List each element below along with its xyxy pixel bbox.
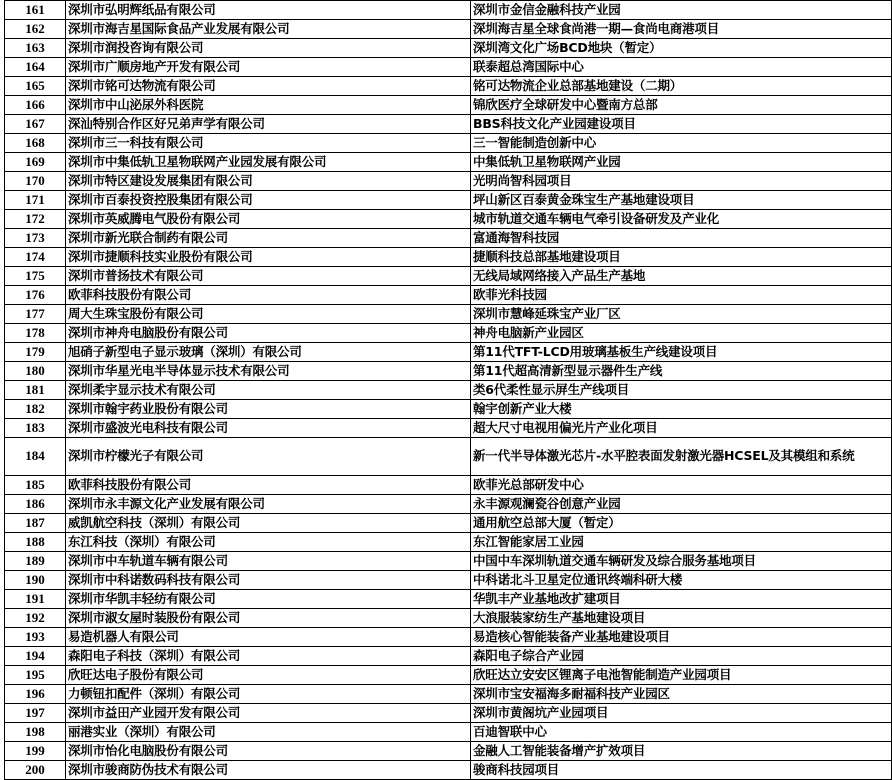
row-index: 185 xyxy=(5,476,66,495)
row-company-name: 深汕特别合作区好兄弟声学有限公司 xyxy=(66,115,471,134)
row-company-name: 威凯航空科技（深圳）有限公司 xyxy=(66,514,471,533)
row-index: 199 xyxy=(5,742,66,761)
row-company-name: 深圳市普扬技术有限公司 xyxy=(66,267,471,286)
row-index: 195 xyxy=(5,666,66,685)
row-project-name: 深圳湾文化广场BCD地块（暂定） xyxy=(471,39,892,58)
row-index: 197 xyxy=(5,704,66,723)
table-row xyxy=(5,514,892,533)
table-row xyxy=(5,362,892,381)
row-company-name: 深圳市英威腾电气股份有限公司 xyxy=(66,210,471,229)
row-index: 186 xyxy=(5,495,66,514)
row-index: 165 xyxy=(5,77,66,96)
row-project-name: 三一智能制造创新中心 xyxy=(471,134,892,153)
row-project-name: 深圳市慧峰延珠宝产业厂区 xyxy=(471,305,892,324)
table-row xyxy=(5,134,892,153)
row-company-name: 深圳市弘明辉纸品有限公司 xyxy=(66,1,471,20)
table-row xyxy=(5,248,892,267)
row-project-name: 深圳海吉星全球食尚港一期—食尚电商港项目 xyxy=(471,20,892,39)
row-index: 194 xyxy=(5,647,66,666)
row-company-name: 深圳柔宇显示技术有限公司 xyxy=(66,381,471,400)
row-project-name: 中科诺北斗卫星定位通讯终端科研大楼 xyxy=(471,571,892,590)
row-company-name: 深圳市翰宇药业股份有限公司 xyxy=(66,400,471,419)
row-index: 188 xyxy=(5,533,66,552)
row-company-name: 深圳市新光联合制药有限公司 xyxy=(66,229,471,248)
row-index: 170 xyxy=(5,172,66,191)
row-project-name: 富通海智科技园 xyxy=(471,229,892,248)
table-row xyxy=(5,400,892,419)
row-project-name: 类6代柔性显示屏生产线项目 xyxy=(471,381,892,400)
table-row xyxy=(5,20,892,39)
row-project-name: 第11代TFT-LCD用玻璃基板生产线建设项目 xyxy=(471,343,892,362)
table-row xyxy=(5,77,892,96)
row-company-name: 深圳市中山泌尿外科医院 xyxy=(66,96,471,115)
table-row xyxy=(5,761,892,780)
row-project-name: 神舟电脑新产业园区 xyxy=(471,324,892,343)
row-company-name: 欧菲科技股份有限公司 xyxy=(66,476,471,495)
row-company-name: 深圳市铭可达物流有限公司 xyxy=(66,77,471,96)
row-company-name: 易造机器人有限公司 xyxy=(66,628,471,647)
table-row xyxy=(5,476,892,495)
row-index: 179 xyxy=(5,343,66,362)
table-row xyxy=(5,685,892,704)
row-company-name: 深圳市特区建设发展集团有限公司 xyxy=(66,172,471,191)
row-company-name: 深圳市三一科技有限公司 xyxy=(66,134,471,153)
row-project-name: 城市轨道交通车辆电气牵引设备研发及产业化 xyxy=(471,210,892,229)
row-index: 196 xyxy=(5,685,66,704)
row-index: 174 xyxy=(5,248,66,267)
row-company-name: 旭硝子新型电子显示玻璃（深圳）有限公司 xyxy=(66,343,471,362)
row-index: 189 xyxy=(5,552,66,571)
row-index: 168 xyxy=(5,134,66,153)
table-row xyxy=(5,590,892,609)
row-company-name: 深圳市海吉星国际食品产业发展有限公司 xyxy=(66,20,471,39)
row-company-name: 深圳市中集低轨卫星物联网产业园发展有限公司 xyxy=(66,153,471,172)
table-row xyxy=(5,96,892,115)
row-company-name: 森阳电子科技（深圳）有限公司 xyxy=(66,647,471,666)
row-company-name: 欣旺达电子股份有限公司 xyxy=(66,666,471,685)
row-project-name: 大浪服装家纺生产基地建设项目 xyxy=(471,609,892,628)
table-row xyxy=(5,305,892,324)
enterprise-project-table xyxy=(4,0,892,780)
table-row xyxy=(5,286,892,305)
row-company-name: 深圳市百泰投资控股集团有限公司 xyxy=(66,191,471,210)
row-index: 166 xyxy=(5,96,66,115)
row-index: 180 xyxy=(5,362,66,381)
row-company-name: 深圳市神舟电脑股份有限公司 xyxy=(66,324,471,343)
row-index: 176 xyxy=(5,286,66,305)
row-company-name: 深圳市中科诺数码科技有限公司 xyxy=(66,571,471,590)
row-company-name: 周大生珠宝股份有限公司 xyxy=(66,305,471,324)
row-index: 184 xyxy=(5,438,66,476)
row-project-name: 坪山新区百泰黄金珠宝生产基地建设项目 xyxy=(471,191,892,210)
row-project-name: 翰宇创新产业大楼 xyxy=(471,400,892,419)
table-row xyxy=(5,533,892,552)
row-project-name: 新一代半导体激光芯片-水平腔表面发射激光器HCSEL及其模组和系统 xyxy=(471,438,892,476)
table-row xyxy=(5,571,892,590)
table-row xyxy=(5,419,892,438)
table-row xyxy=(5,324,892,343)
row-index: 163 xyxy=(5,39,66,58)
row-company-name: 深圳市捷顺科技实业股份有限公司 xyxy=(66,248,471,267)
row-index: 181 xyxy=(5,381,66,400)
row-project-name: 欧菲光总部研发中心 xyxy=(471,476,892,495)
row-index: 193 xyxy=(5,628,66,647)
row-index: 175 xyxy=(5,267,66,286)
table-body xyxy=(5,1,892,780)
row-index: 172 xyxy=(5,210,66,229)
table-row xyxy=(5,1,892,20)
row-index: 178 xyxy=(5,324,66,343)
row-index: 187 xyxy=(5,514,66,533)
row-company-name: 深圳市益田产业园开发有限公司 xyxy=(66,704,471,723)
row-project-name: 通用航空总部大厦（暂定） xyxy=(471,514,892,533)
row-company-name: 深圳市中车轨道车辆有限公司 xyxy=(66,552,471,571)
row-company-name: 深圳市骏商防伪技术有限公司 xyxy=(66,761,471,780)
table-row xyxy=(5,39,892,58)
table-row xyxy=(5,628,892,647)
row-index: 198 xyxy=(5,723,66,742)
row-project-name: 铭可达物流企业总部基地建设（二期） xyxy=(471,77,892,96)
row-company-name: 深圳市华凯丰轻纺有限公司 xyxy=(66,590,471,609)
row-company-name: 深圳市华星光电半导体显示技术有限公司 xyxy=(66,362,471,381)
table-row xyxy=(5,609,892,628)
row-project-name: 深圳市金信金融科技产业园 xyxy=(471,1,892,20)
row-project-name: 无线局域网络接入产品生产基地 xyxy=(471,267,892,286)
row-company-name: 东江科技（深圳）有限公司 xyxy=(66,533,471,552)
row-index: 192 xyxy=(5,609,66,628)
table-row xyxy=(5,723,892,742)
row-company-name: 深圳市盛波光电科技有限公司 xyxy=(66,419,471,438)
table-row xyxy=(5,172,892,191)
table-row xyxy=(5,647,892,666)
row-index: 164 xyxy=(5,58,66,77)
table-row xyxy=(5,438,892,476)
row-project-name: 中集低轨卫星物联网产业园 xyxy=(471,153,892,172)
row-project-name: 骏商科技园项目 xyxy=(471,761,892,780)
row-company-name: 深圳市柠檬光子有限公司 xyxy=(66,438,471,476)
table-row xyxy=(5,343,892,362)
table-row xyxy=(5,267,892,286)
row-project-name: 欣旺达立安安区锂离子电池智能制造产业园项目 xyxy=(471,666,892,685)
row-project-name: 深圳市宝安福海多耐福科技产业园区 xyxy=(471,685,892,704)
row-company-name: 深圳市润投咨询有限公司 xyxy=(66,39,471,58)
row-project-name: 金融人工智能装备增产扩效项目 xyxy=(471,742,892,761)
row-project-name: 易造核心智能装备产业基地建设项目 xyxy=(471,628,892,647)
row-project-name: 东江智能家居工业园 xyxy=(471,533,892,552)
row-index: 200 xyxy=(5,761,66,780)
table-row xyxy=(5,210,892,229)
row-company-name: 深圳市广顺房地产开发有限公司 xyxy=(66,58,471,77)
table-row xyxy=(5,153,892,172)
row-company-name: 丽港实业（深圳）有限公司 xyxy=(66,723,471,742)
row-project-name: 森阳电子综合产业园 xyxy=(471,647,892,666)
table-row xyxy=(5,58,892,77)
row-index: 177 xyxy=(5,305,66,324)
row-index: 171 xyxy=(5,191,66,210)
row-project-name: 光明尚智科园项目 xyxy=(471,172,892,191)
row-index: 191 xyxy=(5,590,66,609)
row-company-name: 深圳市怡化电脑股份有限公司 xyxy=(66,742,471,761)
row-project-name: 百迪智联中心 xyxy=(471,723,892,742)
row-project-name: 华凯丰产业基地改扩建项目 xyxy=(471,590,892,609)
row-company-name: 深圳市永丰源文化产业发展有限公司 xyxy=(66,495,471,514)
table-row xyxy=(5,495,892,514)
row-project-name: 永丰源观澜瓷谷创意产业园 xyxy=(471,495,892,514)
table-row xyxy=(5,742,892,761)
row-project-name: 捷顺科技总部基地建设项目 xyxy=(471,248,892,267)
table-row xyxy=(5,666,892,685)
table-row xyxy=(5,115,892,134)
row-company-name: 深圳市淑女屋时装股份有限公司 xyxy=(66,609,471,628)
row-index: 183 xyxy=(5,419,66,438)
table-row xyxy=(5,229,892,248)
row-company-name: 力顿钮扣配件（深圳）有限公司 xyxy=(66,685,471,704)
row-index: 167 xyxy=(5,115,66,134)
table-row xyxy=(5,381,892,400)
row-project-name: 第11代超高清新型显示器件生产线 xyxy=(471,362,892,381)
row-index: 173 xyxy=(5,229,66,248)
row-project-name: 深圳市黄阁坑产业园项目 xyxy=(471,704,892,723)
row-project-name: BBS科技文化产业园建设项目 xyxy=(471,115,892,134)
table-row xyxy=(5,552,892,571)
row-project-name: 欧菲光科技园 xyxy=(471,286,892,305)
row-company-name: 欧菲科技股份有限公司 xyxy=(66,286,471,305)
row-project-name: 超大尺寸电视用偏光片产业化项目 xyxy=(471,419,892,438)
row-index: 169 xyxy=(5,153,66,172)
row-index: 161 xyxy=(5,1,66,20)
table-row xyxy=(5,704,892,723)
row-project-name: 锦欣医疗全球研发中心暨南方总部 xyxy=(471,96,892,115)
row-index: 162 xyxy=(5,20,66,39)
row-index: 190 xyxy=(5,571,66,590)
table-row xyxy=(5,191,892,210)
row-project-name: 联泰超总湾国际中心 xyxy=(471,58,892,77)
row-index: 182 xyxy=(5,400,66,419)
row-project-name: 中国中车深圳轨道交通车辆研发及综合服务基地项目 xyxy=(471,552,892,571)
